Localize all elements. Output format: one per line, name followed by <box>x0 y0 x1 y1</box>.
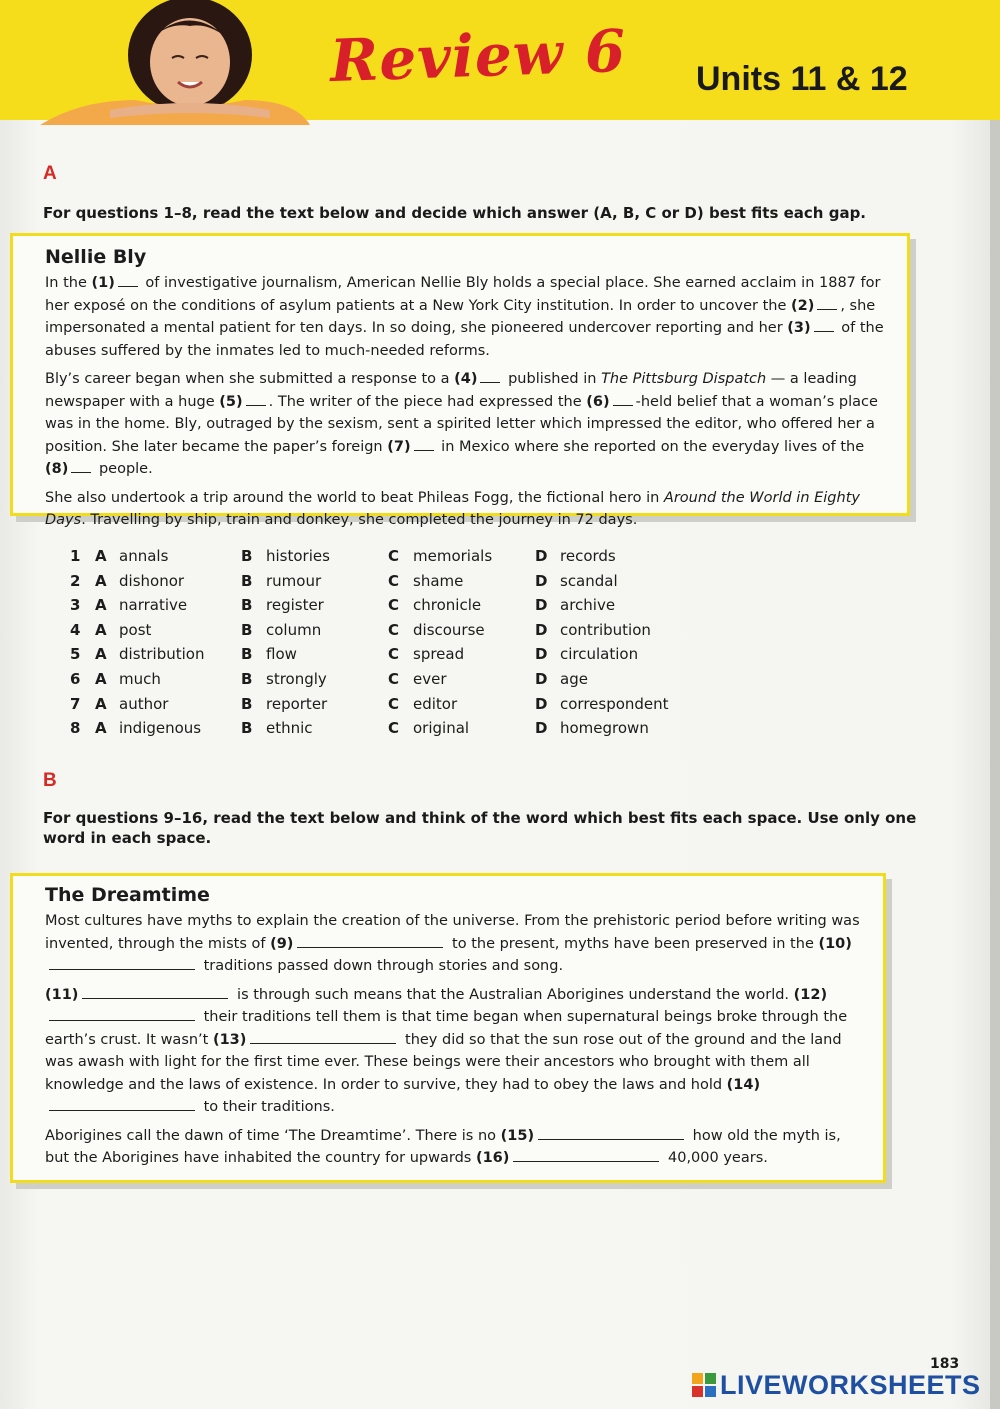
option-letter-c: C <box>388 547 400 565</box>
option-letter-a: A <box>95 596 107 615</box>
gap-11[interactable] <box>82 986 228 999</box>
gap-13[interactable] <box>250 1031 396 1044</box>
gap-number: (1) <box>91 275 115 291</box>
gap-2[interactable] <box>817 297 837 310</box>
text: She also undertook a trip around the world to beat Phileas Fogg, the fictional hero in <box>45 489 664 506</box>
text: -held belief that a woman’s place was in the home. Bly, outraged by the sexism, sent a spirited letter which impressed the editor, who offered her a position. She later became the paper’s foreign <box>45 393 878 455</box>
text: . Travelling by ship, train and donkey, she completed the journey in 72 days. <box>81 512 638 528</box>
text: to the present, myths have been preserved in the <box>447 935 819 952</box>
gap-16[interactable] <box>513 1149 659 1162</box>
text: , she impersonated a mental patient for ten days. In so doing, she pioneered undercover reporting and her <box>45 297 876 336</box>
gap-7[interactable] <box>414 438 434 451</box>
option-letter-d: D <box>535 547 548 565</box>
option-d[interactable]: circulation <box>560 645 639 664</box>
option-c[interactable]: memorials <box>413 547 493 565</box>
text: people. <box>94 461 153 477</box>
gap-number: (5) <box>219 393 243 410</box>
nellie-bly-text-box <box>10 233 910 528</box>
gap-number: (15) <box>500 1127 535 1144</box>
option-b[interactable]: flow <box>266 645 297 664</box>
option-letter-d: D <box>535 596 548 615</box>
option-letter-b: B <box>241 596 253 615</box>
option-b[interactable]: histories <box>266 547 330 565</box>
option-letter-a: A <box>95 571 107 590</box>
section-a-letter: A <box>43 163 57 184</box>
option-d[interactable]: correspondent <box>560 694 669 713</box>
option-a[interactable]: much <box>119 669 161 688</box>
nellie-bly-paragraph-1 <box>45 272 889 362</box>
gap-number: (10) <box>818 935 852 952</box>
option-c[interactable]: original <box>413 719 470 738</box>
option-letter-a: A <box>95 547 107 565</box>
gap-number: (9) <box>270 935 294 952</box>
option-letter-b: B <box>241 719 253 738</box>
brand-text: LIVEWORKSHEETS <box>720 1369 981 1400</box>
option-a[interactable]: distribution <box>119 645 205 664</box>
newspaper-name: The Pittsburg Dispatch <box>601 371 767 387</box>
units-heading: Units 11 & 12 <box>696 60 908 98</box>
text: they did so that the sun rose out of the ground and the land was awash with light for the first time ever. These beings were their ancestors who brought with them all knowledge and the laws of existence. In order to survive, they had to obey the laws and hold <box>45 1031 842 1093</box>
dreamtime-paragraph-1 <box>45 910 865 978</box>
dreamtime-title: The Dreamtime <box>45 884 210 906</box>
page-edge <box>990 120 1000 1409</box>
option-letter-c: C <box>388 620 400 639</box>
option-letter-c: C <box>388 719 400 738</box>
option-b[interactable]: rumour <box>266 571 322 590</box>
question-number: 1 <box>70 547 81 565</box>
text: In the <box>45 275 92 291</box>
option-letter-b: B <box>241 547 253 565</box>
option-letter-d: D <box>535 669 548 688</box>
option-letter-d: D <box>535 571 548 590</box>
student-illustration <box>40 0 310 125</box>
option-a[interactable]: indigenous <box>119 719 202 738</box>
gap-12[interactable] <box>49 1008 195 1021</box>
liveworksheets-logo[interactable] <box>692 1370 981 1400</box>
option-c[interactable]: editor <box>413 694 458 713</box>
option-b[interactable]: register <box>266 596 324 615</box>
option-d[interactable]: homegrown <box>560 719 649 738</box>
gap-6[interactable] <box>613 393 633 406</box>
text: Most cultures have myths to explain the creation of the universe. From the prehistoric period before writing was invented, through the mists of <box>45 913 860 952</box>
option-letter-d: D <box>535 620 548 639</box>
section-a-instruction: For questions 1–8, read the text below and decide which answer (A, B, C or D) best fits each gap. <box>43 204 867 222</box>
option-letter-a: A <box>95 645 107 664</box>
nellie-bly-title: Nellie Bly <box>45 246 147 268</box>
option-letter-a: A <box>95 669 107 688</box>
text: traditions passed down through stories and song. <box>199 958 564 974</box>
gap-number: (3) <box>787 320 811 336</box>
question-number: 5 <box>70 645 81 664</box>
review-title: Review 6 <box>328 16 628 96</box>
option-c[interactable]: shame <box>413 571 464 590</box>
nellie-bly-paragraph-2 <box>45 368 889 481</box>
brand-grid-icon <box>692 1373 716 1397</box>
gap-1[interactable] <box>118 274 138 287</box>
option-c[interactable]: ever <box>413 669 447 688</box>
option-letter-a: A <box>95 694 107 713</box>
section-b-letter: B <box>43 770 57 791</box>
option-c[interactable]: spread <box>413 645 465 664</box>
gap-3[interactable] <box>814 319 834 332</box>
question-number: 7 <box>70 694 81 713</box>
gap-number: (2) <box>790 297 815 314</box>
text: to their traditions. <box>199 1099 335 1115</box>
question-number: 4 <box>70 620 81 639</box>
option-letter-d: D <box>535 719 548 738</box>
dreamtime-paragraph-3 <box>45 1125 865 1170</box>
book-title: Around the World in Eighty Days <box>45 489 860 528</box>
option-a[interactable]: author <box>119 694 169 713</box>
text: their traditions tell them is that time began when supernatural beings broke through the earth’s crust. It wasn’t <box>45 1009 848 1048</box>
option-d[interactable]: scandal <box>560 571 618 590</box>
page-number: 183 <box>930 1356 960 1372</box>
option-letter-d: D <box>535 694 548 713</box>
option-letter-c: C <box>388 645 400 664</box>
gap-5[interactable] <box>246 393 266 406</box>
question-number: 2 <box>70 571 81 590</box>
option-d[interactable]: records <box>560 547 616 565</box>
option-b[interactable]: ethnic <box>266 719 313 738</box>
text: — a leading newspaper with a huge <box>45 371 857 410</box>
option-letter-b: B <box>241 571 253 590</box>
dreamtime-paragraph-2 <box>45 984 865 1119</box>
text: how old the myth is, but the Aborigines have inhabited the country for upwards <box>45 1127 841 1166</box>
question-number: 3 <box>70 596 81 615</box>
gap-10[interactable] <box>49 957 195 970</box>
option-letter-c: C <box>388 694 400 713</box>
text: Bly’s career began when she submitted a response to a <box>45 371 455 387</box>
dreamtime-text-box <box>10 873 886 1183</box>
option-letter-c: C <box>388 596 400 615</box>
text: in Mexico where she reported on the everyday lives of the <box>436 438 865 455</box>
option-letter-c: C <box>388 669 400 688</box>
gap-number: (6) <box>586 393 610 410</box>
nellie-bly-paragraph-3 <box>45 487 889 532</box>
option-letter-b: B <box>241 645 253 664</box>
option-a[interactable]: dishonor <box>119 571 185 590</box>
option-c[interactable]: chronicle <box>413 596 482 615</box>
text: published in <box>503 371 602 387</box>
gap-14[interactable] <box>49 1098 195 1111</box>
option-d[interactable]: contribution <box>560 620 651 639</box>
gap-number: (13) <box>212 1031 247 1048</box>
option-letter-b: B <box>241 694 253 713</box>
option-b[interactable]: reporter <box>266 694 328 713</box>
gap-number: (4) <box>454 371 478 387</box>
option-b[interactable]: strongly <box>266 669 327 688</box>
option-a[interactable]: post <box>119 620 152 639</box>
gap-15[interactable] <box>538 1127 684 1140</box>
text: of the abuses suffered by the inmates led to much-needed reforms. <box>45 320 884 359</box>
option-letter-a: A <box>95 719 107 738</box>
gap-8[interactable] <box>71 460 91 473</box>
option-letter-c: C <box>388 571 400 590</box>
option-letter-b: B <box>241 620 253 639</box>
option-d[interactable]: archive <box>560 596 616 615</box>
text: . The writer of the piece had expressed the <box>268 393 587 410</box>
gap-9[interactable] <box>297 935 443 948</box>
gap-number: (11) <box>45 986 79 1003</box>
option-letter-b: B <box>241 669 253 688</box>
option-c[interactable]: discourse <box>413 620 485 639</box>
gap-number: (7) <box>387 438 411 455</box>
option-d[interactable]: age <box>560 669 588 688</box>
gap-number: (16) <box>475 1150 510 1166</box>
question-number: 6 <box>70 669 81 688</box>
text: Aborigines call the dawn of time ‘The Dreamtime’. There is no <box>45 1127 501 1144</box>
gap-number: (12) <box>793 986 828 1003</box>
text: of investigative journalism, American Nellie Bly holds a special place. She earned acclaim in 1887 for her exposé on the conditions of asylum patients at a New York City institution. In order to uncover the <box>45 275 881 314</box>
option-letter-d: D <box>535 645 548 664</box>
gap-number: (8) <box>45 461 69 477</box>
option-letter-a: A <box>95 620 107 639</box>
section-b-instruction: For questions 9–16, read the text below and think of the word which best fits each space. Use only one word in each space. <box>43 809 917 847</box>
question-number: 8 <box>70 719 81 738</box>
option-a[interactable]: narrative <box>119 596 188 615</box>
option-a[interactable]: annals <box>119 547 169 565</box>
text: is through such means that the Australian Aborigines understand the world. <box>232 986 794 1003</box>
gap-4[interactable] <box>480 370 500 383</box>
text: 40,000 years. <box>663 1150 768 1166</box>
option-b[interactable]: column <box>266 620 322 639</box>
gap-number: (14) <box>726 1076 761 1093</box>
